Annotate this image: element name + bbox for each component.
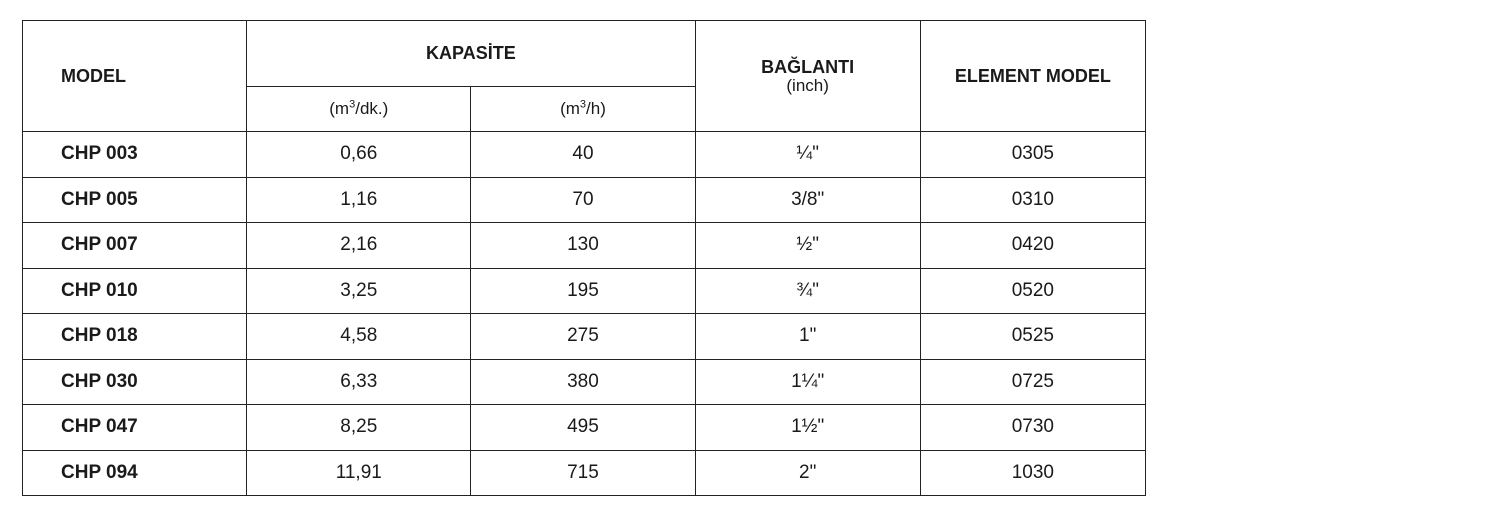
cell-connection: ¾" <box>695 268 920 314</box>
cell-element: 0520 <box>920 268 1145 314</box>
unit-m3-h-sup: 3 <box>579 98 587 111</box>
header-row-main <box>23 21 1146 87</box>
cell-connection: 1¼" <box>695 359 920 405</box>
cell-element: 0420 <box>920 223 1145 269</box>
cell-connection: 1½" <box>695 405 920 451</box>
cell-m3-h: 40 <box>471 132 695 178</box>
cell-m3-dk: 0,66 <box>247 132 471 178</box>
cell-m3-h: 195 <box>471 268 695 314</box>
cell-model: CHP 018 <box>23 314 247 360</box>
spec-table <box>22 20 1146 496</box>
cell-m3-dk: 3,25 <box>247 268 471 314</box>
header-unit-m3-h <box>471 87 695 132</box>
unit-m3-dk-sup: 3 <box>349 98 356 111</box>
cell-element: 0730 <box>920 405 1145 451</box>
cell-element: 0525 <box>920 314 1145 360</box>
cell-m3-dk: 4,58 <box>247 314 471 360</box>
cell-model: CHP 047 <box>23 405 247 451</box>
cell-connection: 1" <box>695 314 920 360</box>
cell-model: CHP 007 <box>23 223 247 269</box>
header-connection-title: BAĞLANTI <box>761 57 855 77</box>
cell-m3-h: 70 <box>471 177 695 223</box>
cell-m3-dk: 1,16 <box>247 177 471 223</box>
cell-m3-h: 495 <box>471 405 695 451</box>
cell-element: 1030 <box>920 450 1145 496</box>
cell-model: CHP 005 <box>23 177 247 223</box>
cell-m3-dk: 6,33 <box>247 359 471 405</box>
cell-model: CHP 030 <box>23 359 247 405</box>
cell-connection: 3/8" <box>695 177 920 223</box>
table-row <box>23 314 1146 360</box>
cell-connection: ¼" <box>695 132 920 178</box>
table-row <box>23 359 1146 405</box>
unit-m3-h-suffix: /h) <box>586 99 606 118</box>
header-model: MODEL <box>23 21 247 132</box>
cell-model: CHP 003 <box>23 132 247 178</box>
unit-m3-h-prefix: (m <box>560 99 580 118</box>
header-element-model: ELEMENT MODEL <box>920 21 1145 132</box>
header-connection <box>695 21 920 132</box>
table-row <box>23 450 1146 496</box>
cell-connection: 2" <box>695 450 920 496</box>
table-row <box>23 177 1146 223</box>
cell-element: 0305 <box>920 132 1145 178</box>
cell-m3-h: 380 <box>471 359 695 405</box>
table-row <box>23 132 1146 178</box>
table-body <box>23 132 1146 496</box>
cell-m3-dk: 2,16 <box>247 223 471 269</box>
cell-element: 0725 <box>920 359 1145 405</box>
cell-m3-h: 715 <box>471 450 695 496</box>
header-capacity: KAPASİTE <box>247 21 695 87</box>
cell-model: CHP 010 <box>23 268 247 314</box>
unit-m3-dk-suffix: /dk.) <box>355 99 389 118</box>
header-unit-m3-dk <box>247 87 471 132</box>
cell-element: 0310 <box>920 177 1145 223</box>
header-connection-unit: (inch) <box>786 76 829 95</box>
cell-m3-dk: 8,25 <box>247 405 471 451</box>
cell-m3-h: 130 <box>471 223 695 269</box>
cell-model: CHP 094 <box>23 450 247 496</box>
cell-m3-dk: 11,91 <box>247 450 471 496</box>
cell-m3-h: 275 <box>471 314 695 360</box>
table-row <box>23 405 1146 451</box>
table-row <box>23 268 1146 314</box>
unit-m3-dk-prefix: (m <box>329 99 350 118</box>
cell-connection: ½" <box>695 223 920 269</box>
table-header <box>23 21 1146 132</box>
table-row <box>23 223 1146 269</box>
